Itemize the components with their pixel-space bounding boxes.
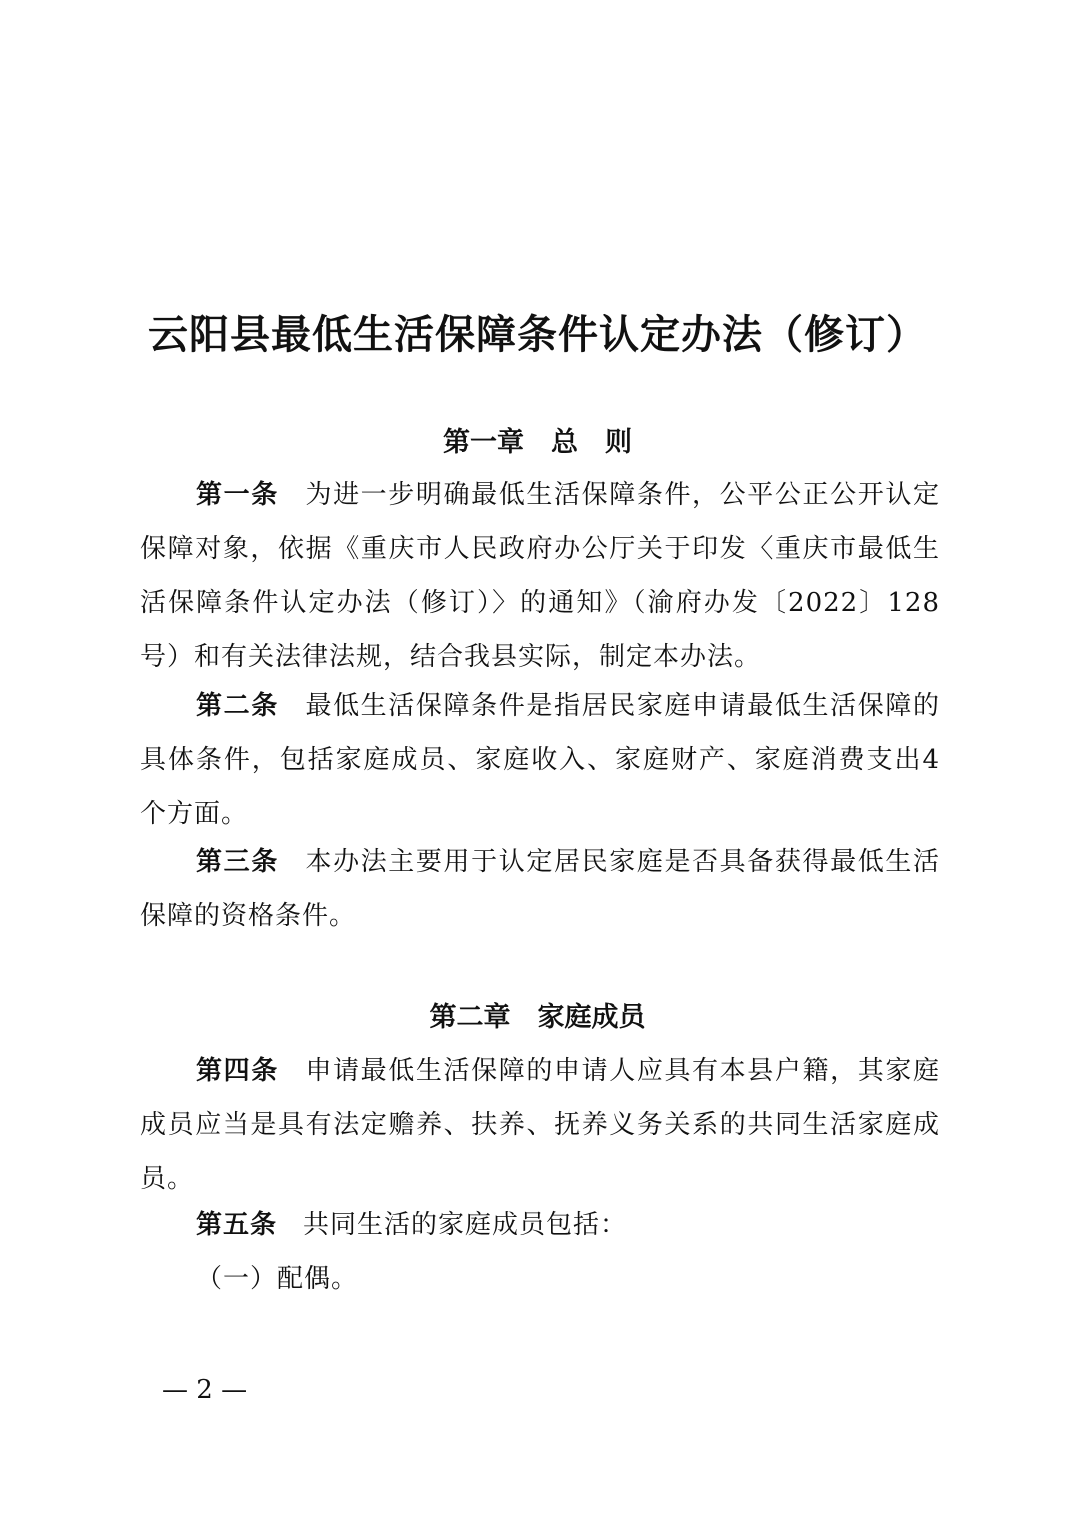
- article-5: [140, 1198, 940, 1252]
- list-item-text: （一）配偶。: [196, 1264, 359, 1294]
- page-title: 云阳县最低生活保障条件认定办法（修订）: [148, 312, 927, 358]
- article-label: 第五条: [196, 1210, 278, 1240]
- article-text: 本办法主要用于认定居民家庭是否具备获得最低生活保障的资格条件。: [140, 847, 940, 931]
- list-item: [140, 1252, 940, 1306]
- article-4: [140, 1044, 940, 1206]
- article-1: [140, 468, 940, 684]
- article-3: [140, 835, 940, 943]
- article-text: 申请最低生活保障的申请人应具有本县户籍，其家庭成员应当是具有法定赡养、扶养、抚养义务关系的共同生活家庭成员。: [140, 1056, 940, 1194]
- article-label: 第二条: [196, 691, 279, 721]
- article-label: 第四条: [196, 1056, 279, 1086]
- article-text: 最低生活保障条件是指居民家庭申请最低生活保障的具体条件，包括家庭成员、家庭收入、家庭财产、家庭消费支出4个方面。: [140, 691, 940, 829]
- article-2: [140, 679, 940, 841]
- chapter-heading-1: 第一章 总 则: [443, 427, 632, 458]
- article-text: 为进一步明确最低生活保障条件，公平公正公开认定保障对象，依据《重庆市人民政府办公厅关于印发〈重庆市最低生活保障条件认定办法（修订）〉的通知》（渝府办发〔2022〕128号）和有关法律法规，结合我县实际，制定本办法。: [140, 480, 940, 672]
- article-text: 共同生活的家庭成员包括：: [303, 1210, 628, 1240]
- page-number: — 2 —: [162, 1375, 248, 1405]
- article-label: 第三条: [196, 847, 279, 877]
- article-label: 第一条: [196, 480, 279, 510]
- chapter-heading-2: 第二章 家庭成员: [429, 1002, 646, 1033]
